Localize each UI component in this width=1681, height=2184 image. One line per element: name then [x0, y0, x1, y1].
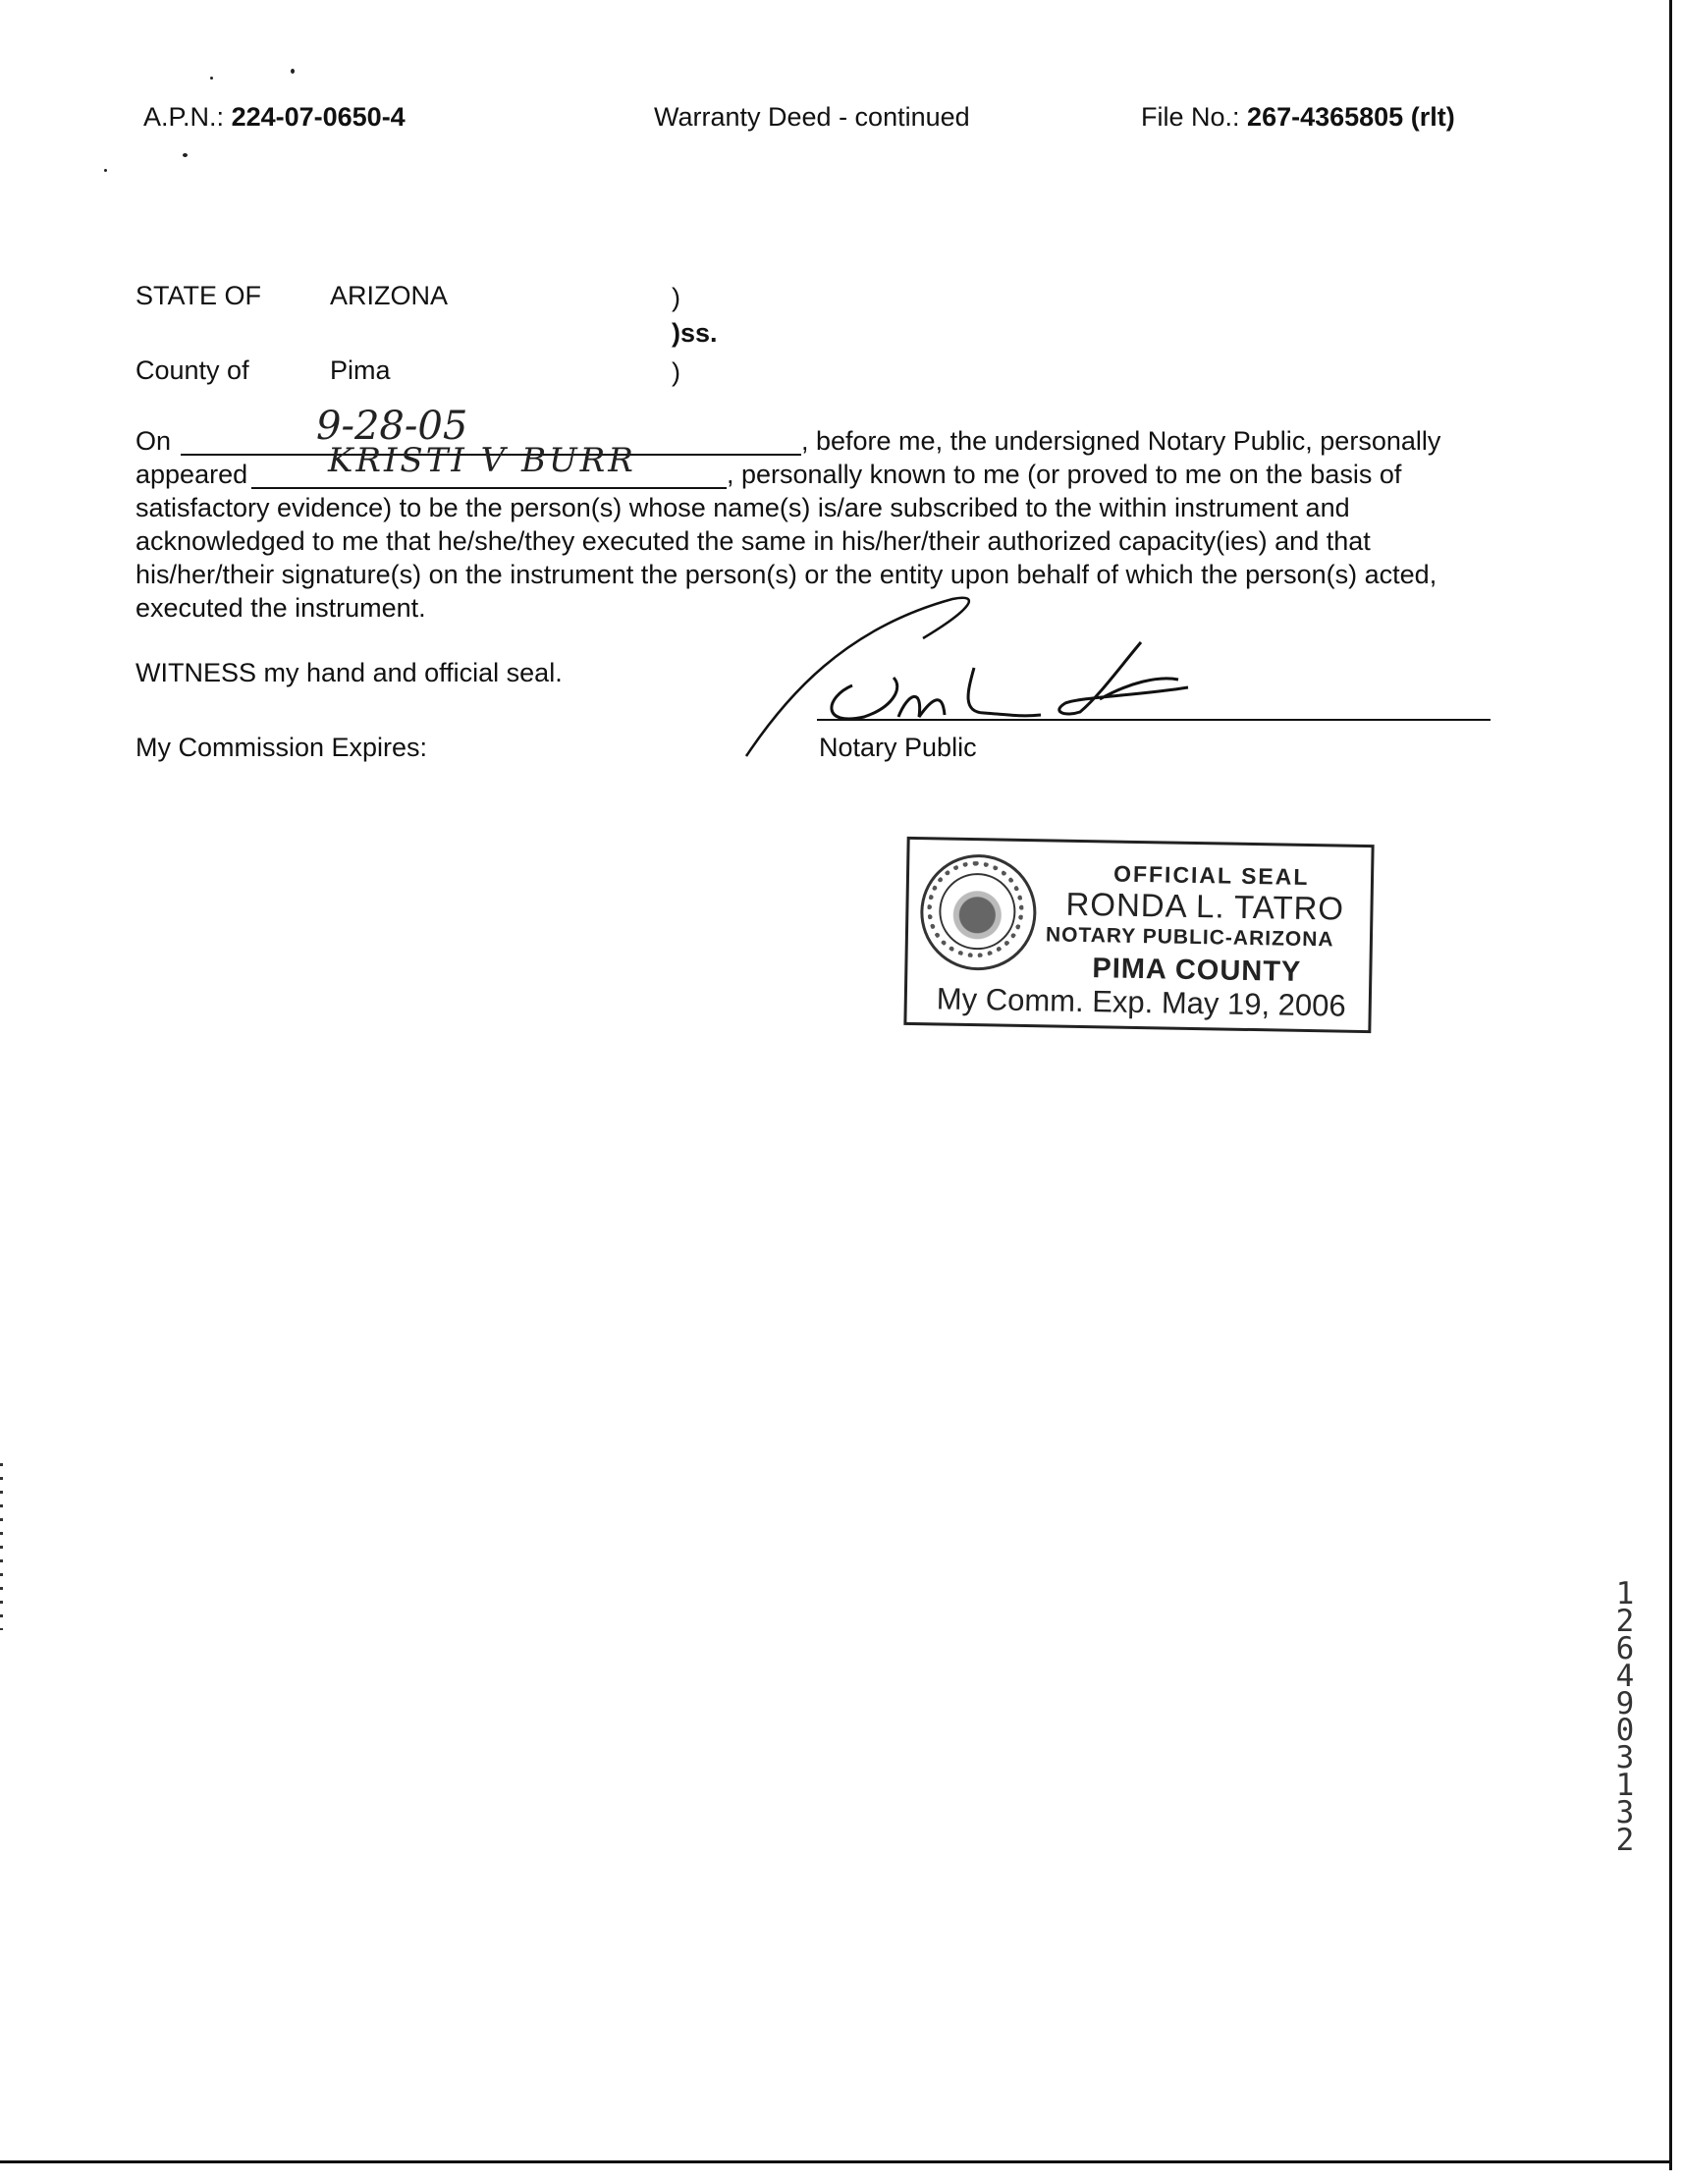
ack-line-6: executed the instrument. [136, 593, 426, 623]
notary-public-label: Notary Public [819, 733, 977, 762]
state-label: STATE OF [136, 281, 261, 310]
header-file-number [1141, 104, 1455, 131]
document-title: Warranty Deed - continued [654, 102, 970, 132]
ack-line-5: his/her/their signature(s) on the instrument the person(s) or the entity upon behalf of which the person(s) acted, [136, 560, 1437, 589]
county-value: Pima [330, 355, 391, 385]
arizona-state-seal-emblem [919, 853, 1037, 971]
handwritten-date: 9-28-05 [316, 404, 468, 449]
venue-paren-top: ) [672, 283, 680, 312]
apn-label: A.P.N.: [143, 102, 225, 132]
file-label: File No.: [1141, 102, 1240, 132]
apn-value: 224-07-0650-4 [231, 102, 406, 132]
scan-edge-left-marks [0, 1463, 3, 1630]
ack-line-1-rest: , before me, the undersigned Notary Public, personally [801, 426, 1441, 456]
official-seal-stamp [903, 837, 1374, 1033]
seal-line-1: OFFICIAL SEAL [1112, 860, 1310, 891]
scan-edge-right [1669, 0, 1672, 2170]
handwritten-name: KRISTI V BURR [328, 441, 636, 480]
header-apn [143, 104, 406, 131]
seal-line-3: NOTARY PUBLIC-ARIZONA [1045, 923, 1334, 952]
ack-line-3: satisfactory evidence) to be the person(s) whose name(s) is/are subscribed to the within instrument and [136, 493, 1350, 522]
venue-ss: )ss. [672, 318, 718, 348]
seal-line-4: PIMA COUNTY [1092, 953, 1302, 988]
commission-expires-label: My Commission Expires: [136, 733, 428, 762]
county-label: County of [136, 355, 249, 385]
scan-speck [210, 77, 213, 80]
scan-speck [183, 153, 188, 157]
notary-signature [727, 570, 1335, 766]
ack-line-4: acknowledged to me that he/she/they executed the same in his/her/their authorized capacity(ies) and that [136, 526, 1371, 556]
scan-speck [104, 169, 107, 172]
state-value: ARIZONA [330, 281, 449, 310]
venue-paren-bottom: ) [672, 357, 680, 387]
scan-speck [291, 69, 295, 74]
seal-line-5: My Comm. Exp. May 19, 2006 [936, 981, 1347, 1023]
on-label: On [136, 426, 172, 456]
appeared-label: appeared [136, 460, 248, 489]
seal-line-2: RONDA L. TATRO [1065, 885, 1345, 927]
scan-edge-bottom [0, 2160, 1672, 2163]
recording-number-vertical: 12649 03132 [1615, 1576, 1635, 1859]
ack-line-2-rest: , personally known to me (or proved to me on the basis of [727, 460, 1402, 489]
file-value: 267-4365805 (rlt) [1247, 102, 1455, 132]
witness-text: WITNESS my hand and official seal. [136, 658, 563, 687]
